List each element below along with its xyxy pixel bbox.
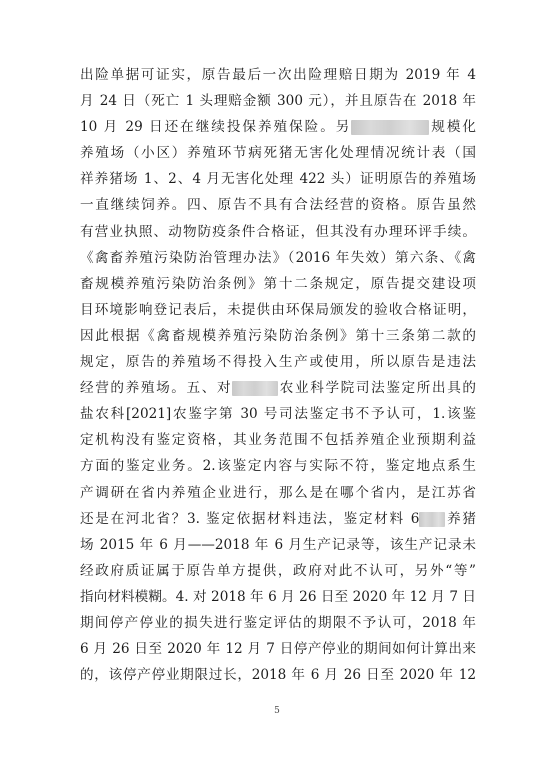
text-line: 经政府质证属于原告单方提供，政府对此不认可，另外“等” <box>80 562 476 579</box>
text-line: 的，该停产停业期限过长，2018 年 6 月 26 日至 2020 年 12 <box>80 667 476 684</box>
text-line: 规定，原告的养殖场不得投入生产或使用，所以原告是违法 <box>80 354 476 371</box>
text-segment: 养猪 <box>445 510 476 527</box>
text-line <box>80 114 476 140</box>
text-line: 6 月 26 日至 2020 年 12 月 7 日停产停业的期间如何计算出来 <box>80 641 476 658</box>
text-line: 祥养猪场 1、2、4 月无害化处理 422 头）证明原告的养殖场 <box>80 171 476 188</box>
text-line <box>80 375 476 401</box>
text-line: 月 24 日（死亡 1 头理赔金额 300 元），并且原告在 2018 年 <box>80 93 476 110</box>
body-text <box>80 62 476 688</box>
text-segment: 10 月 29 日还在继续投保养殖保险。另 <box>80 119 352 136</box>
text-line: 方面的鉴定业务。2.该鉴定内容与实际不符，鉴定地点系生 <box>80 458 476 475</box>
text-line: 场 2015 年 6 月——2018 年 6 月生产记录等，该生产记录未 <box>80 536 476 553</box>
text-line: 因此根据《禽畜规模养殖污染防治条例》第十三条第二款的 <box>80 327 476 344</box>
text-line <box>80 506 476 532</box>
text-segment: 农业科学院司法鉴定所出具的 <box>278 380 477 397</box>
text-line: 定机构没有鉴定资格，其业务范围不包括养殖企业预期利益 <box>80 432 476 449</box>
text-segment: 规模化 <box>429 119 476 136</box>
text-line: 期间停产停业的损失进行鉴定评估的期限不予认可，2018 年 <box>80 614 476 631</box>
text-line: 指向材料模糊。4. 对 2018 年 6 月 26 日至 2020 年 12 月 7 日 <box>80 588 476 605</box>
text-line: 有营业执照、动物防疫条件合格证，但其没有办理环评手续。 <box>80 223 476 240</box>
text-segment: 经营的养殖场。五、对 <box>80 380 233 397</box>
text-line: 《禽畜养殖污染防治管理办法》（2016 年失效）第六条、《禽 <box>80 249 476 266</box>
text-line: 盐农科[2021]农鉴字第 30 号司法鉴定书不予认可，1.该鉴 <box>80 406 476 423</box>
text-line: 畜规模养殖污染防治条例》第十二条规定，原告提交建设项 <box>80 275 476 292</box>
redaction-mark <box>232 381 278 396</box>
page-number: 5 <box>274 706 280 716</box>
text-line: 一直继续饲养。四、原告不具有合法经营的资格。原告虽然 <box>80 197 476 214</box>
redaction-mark <box>351 120 429 135</box>
text-line: 养殖场（小区）养殖环节病死猪无害化处理情况统计表（国 <box>80 145 476 162</box>
text-line: 产调研在省内养殖企业进行，那么是在哪个省内，是江苏省 <box>80 484 476 501</box>
text-line: 目环境影响登记表后，未提供由环保局颁发的验收合格证明， <box>80 301 476 318</box>
text-line: 出险单据可证实，原告最后一次出险理赔日期为 2019 年 4 <box>80 67 476 83</box>
text-segment: 还是在河北省？3. 鉴定依据材料违法，鉴定材料 6 <box>80 510 420 527</box>
redaction-mark <box>419 512 445 527</box>
